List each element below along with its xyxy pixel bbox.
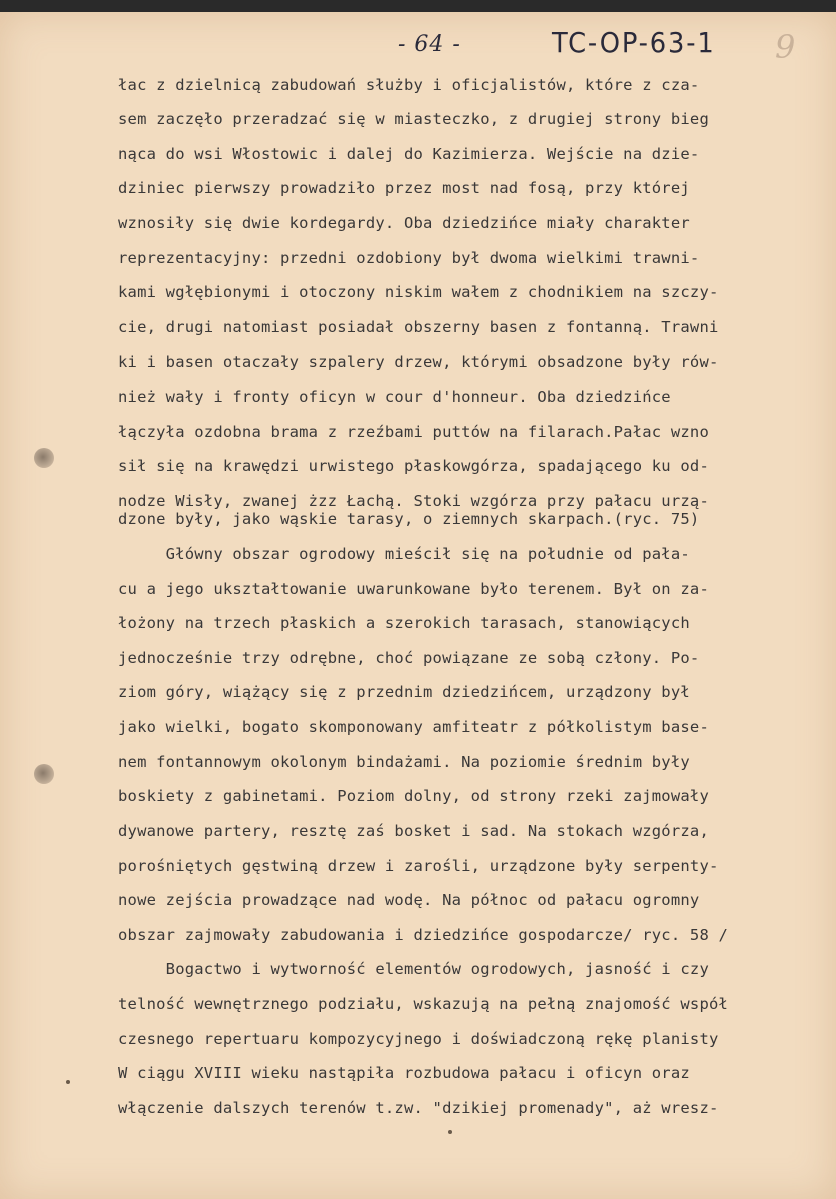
- catalog-code: TC-OP-63-1: [552, 26, 716, 59]
- text-line: dzone były, jako wąskie tarasy, o ziemnych skarpach.(ryc. 75): [118, 510, 700, 528]
- text-line: włączenie dalszych terenów t.zw. "dzikiej promenady", aż wresz-: [118, 1099, 719, 1117]
- ink-spot: [448, 1130, 452, 1134]
- text-line: jako wielki, bogato skomponowany amfiteatr z półkolistym base-: [118, 718, 709, 736]
- text-line: łożony na trzech płaskich a szerokich tarasach, stanowiących: [118, 614, 690, 632]
- text-line: nież wały i fronty oficyn w cour d'honneur. Oba dziedzińce: [118, 388, 671, 406]
- text-line: dziniec pierwszy prowadziło przez most nad fosą, przy której: [118, 179, 690, 197]
- text-line: ziom góry, wiążący się z przednim dziedzińcem, urządzony był: [118, 683, 690, 701]
- text-line: nowe zejścia prowadzące nad wodę. Na północ od pałacu ogromny: [118, 891, 700, 909]
- text-line: porośniętych gęstwiną drzew i zarośli, urządzone były serpenty-: [118, 857, 719, 875]
- text-line: cu a jego ukształtowanie uwarunkowane było terenem. Był on za-: [118, 580, 709, 598]
- text-line: nodze Wisły, zwanej żzz Łachą. Stoki wzgórza przy pałacu urzą-: [118, 492, 709, 510]
- text-line: telność wewnętrznego podziału, wskazują na pełną znajomość współ: [118, 995, 729, 1013]
- text-line: Bogactwo i wytworność elementów ogrodowych, jasność i czy: [118, 960, 709, 978]
- document-page: [0, 12, 836, 1199]
- text-line: nem fontannowym okolonym bindażami. Na poziomie średnim były: [118, 753, 690, 771]
- text-line: ki i basen otaczały szpalery drzew, którymi obsadzone były rów-: [118, 353, 719, 371]
- text-line: boskiety z gabinetami. Poziom dolny, od strony rzeki zajmowały: [118, 787, 709, 805]
- punch-hole-top: [34, 448, 54, 468]
- page-number: - 64 -: [398, 32, 461, 57]
- text-line: nąca do wsi Włostowic i dalej do Kazimierza. Wejście na dzie-: [118, 145, 700, 163]
- text-line: czesnego repertuaru kompozycyjnego i doświadczoną rękę planisty: [118, 1030, 719, 1048]
- punch-hole-bottom: [34, 764, 54, 784]
- text-line: sił się na krawędzi urwistego płaskowgórza, spadającego ku od-: [118, 457, 709, 475]
- text-line: obszar zajmowały zabudowania i dziedzińce gospodarcze/ ryc. 58 /: [118, 926, 729, 944]
- text-line: cie, drugi natomiast posiadał obszerny basen z fontanną. Trawni: [118, 318, 719, 336]
- ink-spot: [66, 1080, 70, 1084]
- text-line: łac z dzielnicą zabudowań służby i oficjalistów, które z cza-: [118, 76, 700, 94]
- text-line: kami wgłębionymi i otoczony niskim wałem z chodnikiem na szczy-: [118, 283, 719, 301]
- text-line: sem zaczęło przeradzać się w miasteczko, z drugiej strony bieg: [118, 110, 709, 128]
- text-line: Główny obszar ogrodowy mieścił się na południe od pała-: [118, 545, 690, 563]
- text-line: W ciągu XVIII wieku nastąpiła rozbudowa pałacu i oficyn oraz: [118, 1064, 690, 1082]
- text-line: łączyła ozdobna brama z rzeźbami puttów na filarach.Pałac wzno: [118, 423, 709, 441]
- sheet-number: 9: [775, 28, 796, 66]
- text-line: wznosiły się dwie kordegardy. Oba dziedzińce miały charakter: [118, 214, 690, 232]
- text-line: jednocześnie trzy odrębne, choć powiązane ze sobą człony. Po-: [118, 649, 700, 667]
- text-line: reprezentacyjny: przedni ozdobiony był dwoma wielkimi trawni-: [118, 249, 700, 267]
- text-line: dywanowe partery, resztę zaś bosket i sad. Na stokach wzgórza,: [118, 822, 709, 840]
